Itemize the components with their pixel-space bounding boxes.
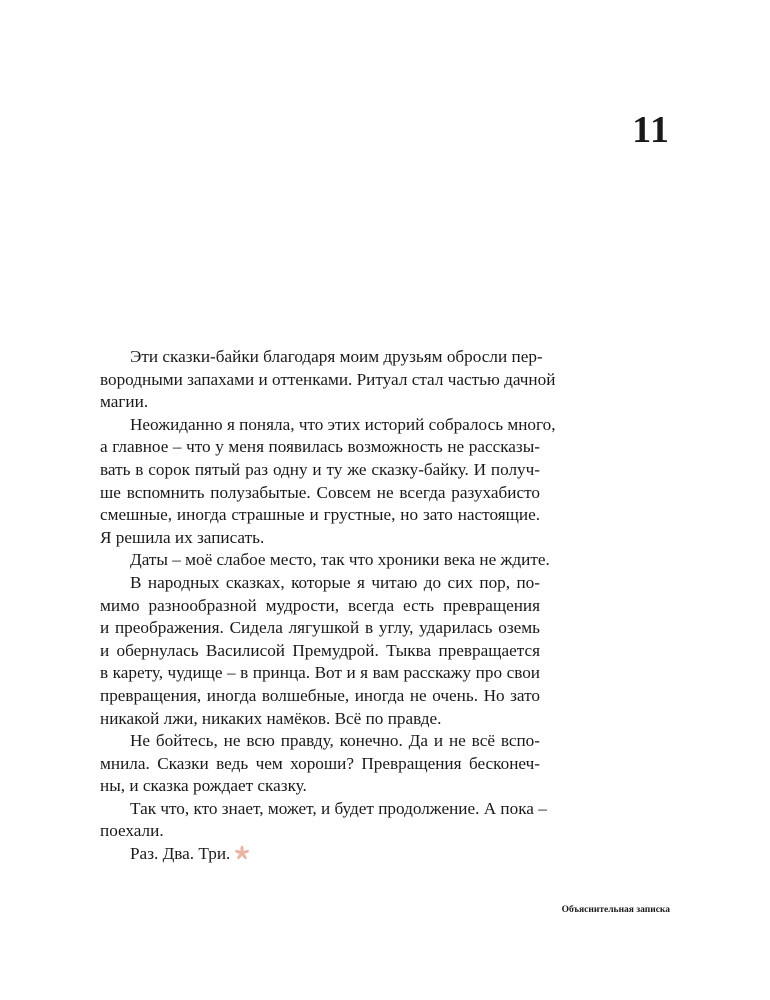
text-line-content: и обернулась Василисой Премудрой. Тыква превращается <box>100 640 540 660</box>
text-line-content: поехали. <box>100 821 164 841</box>
text-line <box>100 843 540 866</box>
text-line <box>100 504 540 527</box>
text-line-content: мимо разнообразной мудрости, всегда есть превращения <box>100 595 540 615</box>
text-line-content: Неожиданно я поняла, что этих историй собралось много, <box>130 414 556 434</box>
text-line <box>100 414 556 437</box>
text-line-content: Раз. Два. Три. <box>130 844 231 864</box>
text-line-content: превращения, иногда волшебные, иногда не очень. Но зато <box>100 685 540 705</box>
text-line-content: и преображения. Сидела лягушкой в углу, ударилась оземь <box>100 618 540 638</box>
text-line <box>100 436 540 459</box>
text-line <box>100 346 543 369</box>
text-line-content: вородными запахами и оттенками. Ритуал стал частью дачной <box>100 369 556 389</box>
text-line-content: в карету, чудище – в принца. Вот и я вам расскажу про свои <box>100 663 540 683</box>
text-line-content: магии. <box>100 392 149 412</box>
text-line-content: ны, и сказка рождает сказку. <box>100 776 307 796</box>
text-line-content: ше вспомнить полузабытые. Совсем не всегда разухабисто <box>100 482 540 502</box>
flower-icon <box>234 845 250 861</box>
text-line <box>100 775 540 798</box>
text-line-content: Так что, кто знает, может, и будет продолжение. А пока – <box>130 798 547 818</box>
text-line <box>100 572 540 595</box>
text-line <box>100 549 550 572</box>
text-line <box>100 640 540 663</box>
text-line <box>100 708 540 731</box>
text-line <box>100 685 540 708</box>
text-line-content: Я решила их записать. <box>100 527 265 547</box>
text-line <box>100 798 547 821</box>
text-line-content: а главное – что у меня появилась возможность не рассказы- <box>100 437 540 457</box>
text-line-content: Эти сказки-байки благодаря моим друзьям обросли пер- <box>130 347 543 366</box>
text-line <box>100 662 540 685</box>
text-line <box>100 820 540 843</box>
text-line <box>100 617 540 640</box>
text-line-content: В народных сказках, которые я читаю до сих пор, по- <box>130 572 540 592</box>
text-line-content: Не бойтесь, не всю правду, конечно. Да и не всё вспо- <box>130 731 540 751</box>
text-line <box>100 369 556 392</box>
text-line <box>100 459 540 482</box>
page-number: 11 <box>632 109 670 151</box>
text-line <box>100 527 540 550</box>
text-line <box>100 482 540 505</box>
text-line <box>100 753 540 776</box>
text-line-content: никакой лжи, никаких намёков. Всё по правде. <box>100 708 442 728</box>
text-line-content: Даты – моё слабое место, так что хроники века не ждите. <box>130 550 550 570</box>
text-line-content: смешные, иногда страшные и грустные, но зато настоящие. <box>100 505 540 525</box>
footer-title: Объяснительная записка <box>561 905 670 915</box>
body-text <box>100 346 556 866</box>
text-line-content: мнила. Сказки ведь чем хороши? Превращения бесконеч- <box>100 753 540 773</box>
text-line-content: вать в сорок пятый раз одну и ту же сказку-байку. И получ- <box>100 459 540 479</box>
text-line <box>100 391 540 414</box>
text-line <box>100 595 540 618</box>
text-line <box>100 730 540 753</box>
